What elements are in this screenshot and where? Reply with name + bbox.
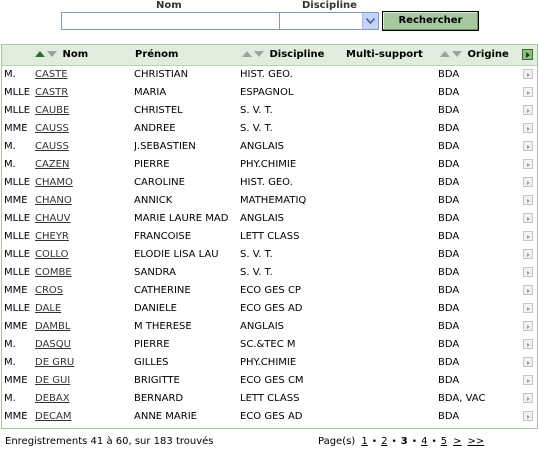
table-row — [2, 246, 537, 264]
table-row — [2, 120, 537, 138]
origine-cell: BDA — [438, 285, 460, 296]
origine-cell: BDA — [438, 105, 460, 116]
civilite-cell: MLLE — [4, 87, 31, 98]
col-origine-label: Origine — [467, 49, 509, 60]
civilite-cell: MME — [4, 285, 28, 296]
page-separator: • — [391, 437, 397, 447]
table-row — [2, 228, 537, 246]
sort-asc-icon[interactable] — [35, 51, 45, 57]
sort-desc-icon[interactable] — [452, 51, 462, 57]
discipline-cell: ANGLAIS — [240, 213, 285, 224]
civilite-cell: MLLE — [4, 303, 31, 314]
nom-search-input[interactable] — [61, 12, 280, 30]
table-row — [2, 264, 537, 282]
discipline-cell: HIST. GEO. — [240, 69, 293, 80]
row-detail-icon[interactable] — [523, 195, 533, 205]
discipline-cell: S. V. T. — [240, 105, 273, 116]
origine-cell: BDA — [438, 213, 460, 224]
nom-link[interactable]: DE GUI — [35, 375, 71, 386]
discipline-cell: S. V. T. — [240, 249, 273, 260]
prenom-cell: SANDRA — [134, 267, 176, 278]
page-link[interactable]: 2 — [381, 436, 388, 447]
table-row — [2, 210, 537, 228]
sort-desc-icon[interactable] — [254, 51, 264, 57]
nom-link[interactable]: DE GRU — [35, 357, 75, 368]
table-row — [2, 192, 537, 210]
origine-cell: BDA — [438, 159, 460, 170]
search-bar — [0, 0, 539, 42]
nom-link[interactable]: CHEYR — [35, 231, 69, 242]
prenom-cell: J.SEBASTIEN — [134, 141, 196, 152]
discipline-cell: ANGLAIS — [240, 321, 285, 332]
discipline-cell: ECO GES CM — [240, 375, 304, 386]
nom-link[interactable]: CAUBE — [35, 105, 70, 116]
col-discipline-label: Discipline — [269, 49, 325, 60]
page-link[interactable]: 1 — [361, 436, 368, 447]
prenom-cell: MARIA — [134, 87, 167, 98]
origine-cell: BDA — [438, 141, 460, 152]
table-row — [2, 102, 537, 120]
table-footer — [0, 433, 539, 449]
table-row — [2, 300, 537, 318]
origine-cell: BDA — [438, 267, 460, 278]
chevron-down-icon[interactable] — [362, 13, 378, 29]
row-detail-icon[interactable] — [523, 393, 533, 403]
origine-cell: BDA — [438, 195, 460, 206]
civilite-cell: M. — [4, 357, 16, 368]
discipline-cell: S. V. T. — [240, 123, 273, 134]
origine-cell: BDA, VAC — [438, 393, 486, 404]
current-page: 3 — [400, 436, 408, 447]
row-detail-icon[interactable] — [523, 267, 533, 277]
civilite-cell: M. — [4, 69, 16, 80]
origine-cell: BDA — [438, 339, 460, 350]
civilite-cell: MME — [4, 375, 28, 386]
row-detail-icon[interactable] — [523, 303, 533, 313]
sort-asc-icon[interactable] — [242, 51, 252, 57]
civilite-cell: M. — [4, 339, 16, 350]
origine-cell: BDA — [438, 411, 460, 422]
row-detail-icon[interactable] — [523, 123, 533, 133]
prenom-cell: CATHERINE — [134, 285, 191, 296]
table-row — [2, 372, 537, 390]
nom-link[interactable]: CASTR — [35, 87, 69, 98]
row-detail-icon[interactable] — [523, 321, 533, 331]
nom-link[interactable]: CHANO — [35, 195, 72, 206]
discipline-cell: ANGLAIS — [240, 141, 285, 152]
civilite-cell: MLLE — [4, 249, 31, 260]
prenom-cell: CHRISTEL — [134, 105, 183, 116]
prenom-cell: PIERRE — [134, 159, 170, 170]
discipline-cell: ECO GES CP — [240, 285, 301, 296]
table-row — [2, 66, 537, 84]
next-page-link[interactable]: > — [453, 436, 462, 447]
civilite-cell: MLLE — [4, 105, 31, 116]
table-row — [2, 336, 537, 354]
nom-link[interactable]: DEBAX — [35, 393, 70, 404]
rechercher-button[interactable]: Rechercher — [382, 11, 479, 31]
page-separator: • — [411, 437, 418, 447]
row-detail-icon[interactable] — [523, 231, 533, 241]
table-row — [2, 84, 537, 102]
row-detail-icon[interactable] — [523, 87, 533, 97]
prenom-cell: ANNE MARIE — [134, 411, 197, 422]
discipline-cell: ECO GES AD — [240, 303, 303, 314]
origine-cell: BDA — [438, 177, 460, 188]
page-link[interactable]: 4 — [421, 436, 428, 447]
sort-desc-icon[interactable] — [47, 51, 57, 57]
origine-cell: BDA — [438, 357, 460, 368]
discipline-cell: PHY.CHIMIE — [240, 159, 297, 170]
sort-origine-header[interactable] — [440, 49, 509, 60]
prenom-cell: CAROLINE — [134, 177, 185, 188]
prenom-cell: ELODIE LISA LAU — [134, 249, 219, 260]
table-row — [2, 354, 537, 372]
discipline-cell: ECO GES AD — [240, 411, 303, 422]
row-detail-icon[interactable] — [523, 357, 533, 367]
civilite-cell: MLLE — [4, 267, 31, 278]
origine-cell: BDA — [438, 69, 460, 80]
nom-label: Nom — [156, 0, 182, 11]
row-detail-icon[interactable] — [523, 249, 533, 259]
prenom-cell: CHRISTIAN — [134, 69, 189, 80]
nom-link[interactable]: CROS — [35, 285, 64, 296]
prenom-cell: ANNICK — [134, 195, 173, 206]
discipline-cell: S. V. T. — [240, 267, 273, 278]
prenom-cell: MARIE LAURE MAD — [134, 213, 229, 224]
row-detail-icon[interactable] — [523, 375, 533, 385]
nom-link[interactable]: COLLO — [35, 249, 69, 260]
civilite-cell: MLLE — [4, 177, 31, 188]
col-nom-label: Nom — [62, 49, 89, 60]
row-detail-icon[interactable] — [523, 177, 533, 187]
table-row — [2, 282, 537, 300]
origine-cell: BDA — [438, 321, 460, 332]
table-row — [2, 390, 537, 408]
discipline-cell: LETT CLASS — [240, 231, 300, 242]
civilite-cell: MME — [4, 123, 28, 134]
sort-discipline-header[interactable] — [242, 49, 324, 60]
nom-link[interactable]: CHAUV — [35, 213, 71, 224]
nom-link[interactable]: DAMBL — [35, 321, 71, 332]
nom-link[interactable]: CAUSS — [35, 141, 69, 152]
civilite-cell: MLLE — [4, 213, 31, 224]
results-table — [1, 44, 538, 429]
table-header — [2, 45, 537, 66]
page-separator: • — [371, 437, 378, 447]
table-row — [2, 408, 537, 426]
col-prenom-label: Prénom — [135, 49, 179, 60]
prenom-cell: FRANCOISE — [134, 231, 192, 242]
civilite-cell: MME — [4, 195, 28, 206]
prenom-cell: BRIGITTE — [134, 375, 180, 386]
discipline-cell: ESPAGNOL — [240, 87, 294, 98]
civilite-cell: M. — [4, 159, 16, 170]
table-row — [2, 174, 537, 192]
prenom-cell: M THERESE — [134, 321, 192, 332]
nom-link[interactable]: DECAM — [35, 411, 72, 422]
sort-nom-header[interactable] — [35, 49, 88, 60]
row-detail-icon[interactable] — [523, 141, 533, 151]
discipline-cell: SC.&TEC M — [240, 339, 296, 350]
nom-link[interactable]: DASQU — [35, 339, 71, 350]
row-detail-icon[interactable] — [523, 285, 533, 295]
row-detail-icon[interactable] — [523, 411, 533, 421]
discipline-cell: HIST. GEO. — [240, 177, 293, 188]
prenom-cell: BERNARD — [134, 393, 184, 404]
sort-asc-icon[interactable] — [440, 51, 450, 57]
nom-link[interactable]: CHAMO — [35, 177, 73, 188]
nom-link[interactable]: DALE — [35, 303, 62, 314]
origine-cell: BDA — [438, 249, 460, 260]
nom-link[interactable]: CAUSS — [35, 123, 69, 134]
table-body — [2, 66, 537, 426]
discipline-select[interactable] — [279, 12, 379, 30]
nom-link[interactable]: CASTE — [35, 69, 68, 80]
discipline-label: Discipline — [302, 0, 357, 11]
row-detail-icon[interactable] — [523, 69, 533, 79]
pagination — [318, 436, 487, 447]
discipline-cell: MATHEMATIQ — [240, 195, 307, 206]
origine-cell: BDA — [438, 375, 460, 386]
last-page-link[interactable]: >> — [467, 436, 485, 447]
nom-link[interactable]: COMBE — [35, 267, 72, 278]
prenom-cell: GILLES — [134, 357, 169, 368]
prenom-cell: PIERRE — [134, 339, 170, 350]
discipline-cell: LETT CLASS — [240, 393, 300, 404]
origine-cell: BDA — [438, 87, 460, 98]
nom-link[interactable]: CAZEN — [35, 159, 70, 170]
row-detail-icon[interactable] — [523, 339, 533, 349]
origine-cell: BDA — [438, 231, 460, 242]
row-detail-icon[interactable] — [523, 159, 533, 169]
prenom-cell: DANIELE — [134, 303, 178, 314]
table-row — [2, 138, 537, 156]
civilite-cell: MLLE — [4, 231, 31, 242]
page-link[interactable]: 5 — [440, 436, 448, 447]
table-row — [2, 318, 537, 336]
origine-cell: BDA — [438, 303, 460, 314]
civilite-cell: M. — [4, 141, 16, 152]
civilite-cell: MME — [4, 411, 28, 422]
page-separator: • — [431, 437, 437, 447]
col-multisupport-label: Multi-support — [346, 49, 423, 60]
row-detail-icon[interactable] — [523, 105, 533, 115]
civilite-cell: M. — [4, 393, 16, 404]
expand-all-icon[interactable] — [522, 49, 533, 60]
row-detail-icon[interactable] — [523, 213, 533, 223]
discipline-cell: PHY.CHIMIE — [240, 357, 297, 368]
civilite-cell: MME — [4, 321, 28, 332]
prenom-cell: ANDREE — [134, 123, 176, 134]
origine-cell: BDA — [438, 123, 460, 134]
table-row — [2, 156, 537, 174]
pages-label: Page(s) — [318, 436, 356, 447]
records-info: Enregistrements 41 à 60, sur 183 trouvés — [5, 436, 214, 447]
